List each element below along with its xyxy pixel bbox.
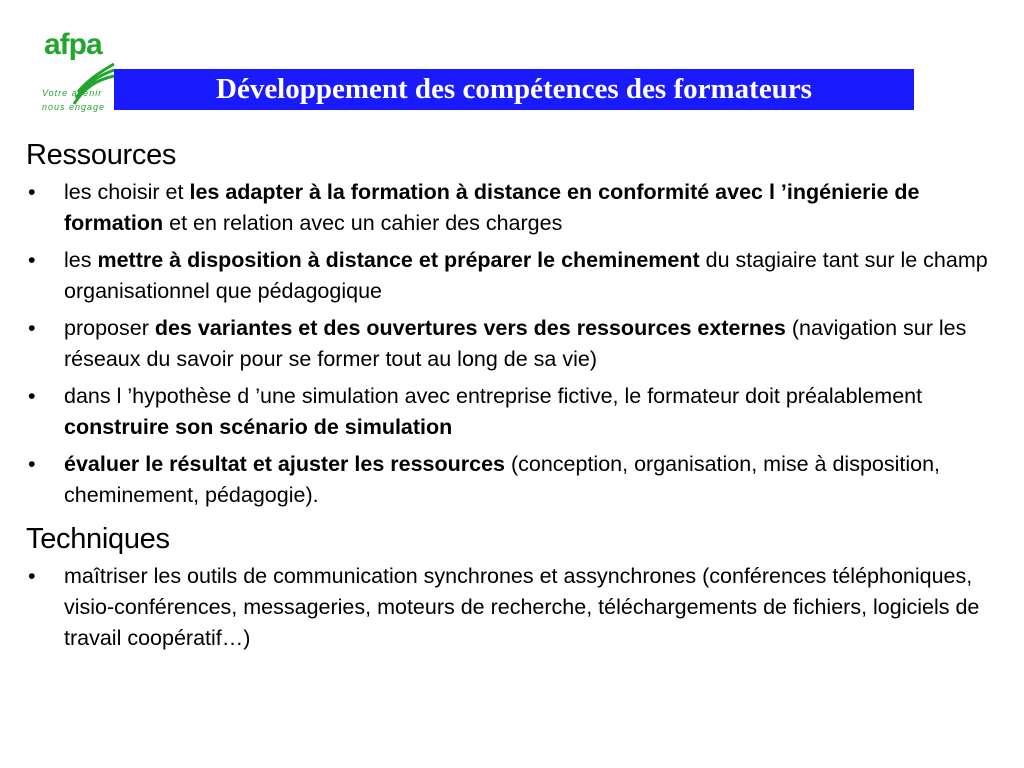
bullet-text: (conception, organisation, mise à disposition, cheminement, pédagogie). xyxy=(64,452,941,507)
logo-wordmark: afpa xyxy=(44,28,102,61)
list-item: • évaluer le résultat et ajuster les ressources (conception, organisation, mise à disposition, cheminement, pédagogie). xyxy=(28,452,941,507)
bullet-text: et en relation avec un cahier des charges xyxy=(163,211,563,235)
slide-title: Développement des compétences des formateurs xyxy=(216,73,812,105)
bullet-text: proposer xyxy=(64,316,155,340)
bullet-text: du stagiaire tant sur le champ organisationnel que pédagogique xyxy=(64,248,988,303)
bullet-text: les choisir et xyxy=(64,180,190,204)
logo-tagline-1: Votre avenir xyxy=(42,88,103,98)
list-item: • les mettre à disposition à distance et préparer le cheminement du stagiaire tant sur le champ organisationnel que pédagogique xyxy=(28,248,988,303)
bullet-text: les xyxy=(64,248,98,272)
slide-content xyxy=(26,137,996,660)
logo-tagline-2: nous engage xyxy=(42,102,106,112)
techniques-bullet-list xyxy=(26,561,996,654)
bullet-text-bold: construire son scénario de simulation xyxy=(64,415,453,439)
section-heading-techniques: Techniques xyxy=(26,523,170,555)
afpa-logo xyxy=(40,28,116,116)
bullet-text-bold: les adapter à la formation à distance en conformité avec l ’ingénierie de formation xyxy=(64,180,920,235)
list-item: • les choisir et les adapter à la formation à distance en conformité avec l ’ingénierie de formation et en relation avec un cahier des charges xyxy=(28,180,920,235)
bullet-text-bold: mettre à disposition à distance et préparer le cheminement xyxy=(97,248,700,272)
ressources-bullet-list xyxy=(26,177,996,511)
list-item: • maîtriser les outils de communication synchrones et assynchrones (conférences téléphoniques, visio-conférences, messageries, moteurs de recherche, téléchargements de fichiers, logiciels de travail coopératif…) xyxy=(28,564,980,650)
bullet-text: (navigation sur les réseaux du savoir pour se former tout au long de sa vie) xyxy=(64,316,967,371)
bullet-text: maîtriser les outils de communication synchrones et assynchrones (conférences téléphoniques, visio-conférences, messageries, moteurs de recherche, téléchargements de fichiers, logiciels de travail coopératif…) xyxy=(64,564,980,650)
title-banner xyxy=(114,69,914,110)
bullet-text: dans l ’hypothèse d ’une simulation avec entreprise fictive, le formateur doit préalablement xyxy=(64,384,923,408)
list-item: • proposer des variantes et des ouvertures vers des ressources externes (navigation sur les réseaux du savoir pour se former tout au long de sa vie) xyxy=(28,316,967,371)
bullet-text-bold: évaluer le résultat et ajuster les ressources xyxy=(64,452,505,476)
section-heading-ressources: Ressources xyxy=(26,139,177,171)
list-item: • dans l ’hypothèse d ’une simulation avec entreprise fictive, le formateur doit préalablement construire son scénario de simulation xyxy=(28,384,923,439)
bullet-text-bold: des variantes et des ouvertures vers des ressources externes xyxy=(154,316,786,340)
